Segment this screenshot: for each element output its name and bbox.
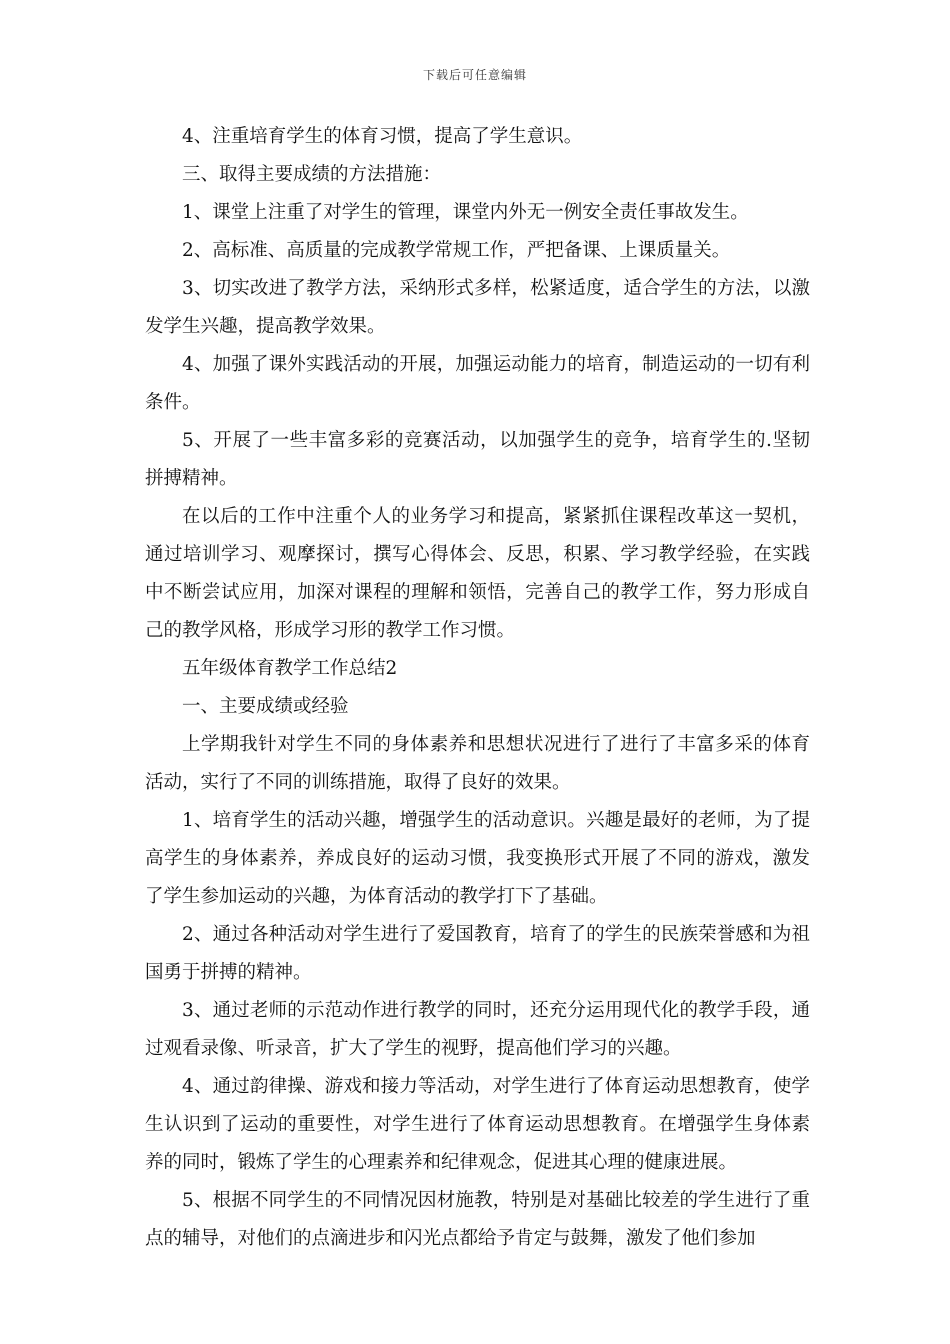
paragraph: 4、加强了课外实践活动的开展，加强运动能力的培育，制造运动的一切有利条件。 <box>145 354 810 413</box>
document-body <box>145 118 810 1258</box>
paragraph: 三、取得主要成绩的方法措施： <box>182 164 442 185</box>
paragraph: 3、切实改进了教学方法，采纳形式多样，松紧适度，适合学生的方法，以激发学生兴趣，提高教学效果。 <box>145 278 810 337</box>
paragraph: 2、高标准、高质量的完成教学常规工作，严把备课、上课质量关。 <box>182 240 731 261</box>
paragraph: 1、课堂上注重了对学生的管理，课堂内外无一例安全责任事故发生。 <box>182 202 749 223</box>
section-heading: 一、主要成绩或经验 <box>182 696 349 717</box>
paragraph: 4、注重培育学生的体育习惯，提高了学生意识。 <box>182 126 583 147</box>
paragraph: 1、培育学生的活动兴趣，增强学生的活动意识。兴趣是最好的老师，为了提高学生的身体素养，养成良好的运动习惯，我变换形式开展了不同的游戏，激发了学生参加运动的兴趣，为体育活动的教学打下了基础。 <box>145 810 810 907</box>
paragraph: 5、根据不同学生的不同情况因材施教，特别是对基础比较差的学生进行了重点的辅导，对他们的点滴进步和闪光点都给予肯定与鼓舞，激发了他们参加 <box>145 1190 810 1249</box>
paragraph: 上学期我针对学生不同的身体素养和思想状况进行了进行了丰富多采的体育活动，实行了不同的训练措施，取得了良好的效果。 <box>145 734 810 793</box>
paragraph: 2、通过各种活动对学生进行了爱国教育，培育了的学生的民族荣誉感和为祖国勇于拼搏的精神。 <box>145 924 810 983</box>
section-title: 五年级体育教学工作总结2 <box>182 658 398 679</box>
paragraph: 在以后的工作中注重个人的业务学习和提高，紧紧抓住课程改革这一契机，通过培训学习、观摩探讨，撰写心得体会、反思，积累、学习教学经验，在实践中不断尝试应用，加深对课程的理解和领悟，完善自己的教学工作，努力形成自己的教学风格，形成学习形的教学工作习惯。 <box>145 506 810 641</box>
paragraph: 5、开展了一些丰富多彩的竞赛活动，以加强学生的竞争，培育学生的.坚韧拼搏精神。 <box>145 430 810 489</box>
paragraph: 4、通过韵律操、游戏和接力等活动，对学生进行了体育运动思想教育，使学生认识到了运动的重要性，对学生进行了体育运动思想教育。在增强学生身体素养的同时，锻炼了学生的心理素养和纪律观念，促进其心理的健康进展。 <box>145 1076 810 1173</box>
paragraph: 3、通过老师的示范动作进行教学的同时，还充分运用现代化的教学手段，通过观看录像、听录音，扩大了学生的视野，提高他们学习的兴趣。 <box>145 1000 810 1059</box>
page-header-note: 下载后可任意编辑 <box>422 68 527 82</box>
